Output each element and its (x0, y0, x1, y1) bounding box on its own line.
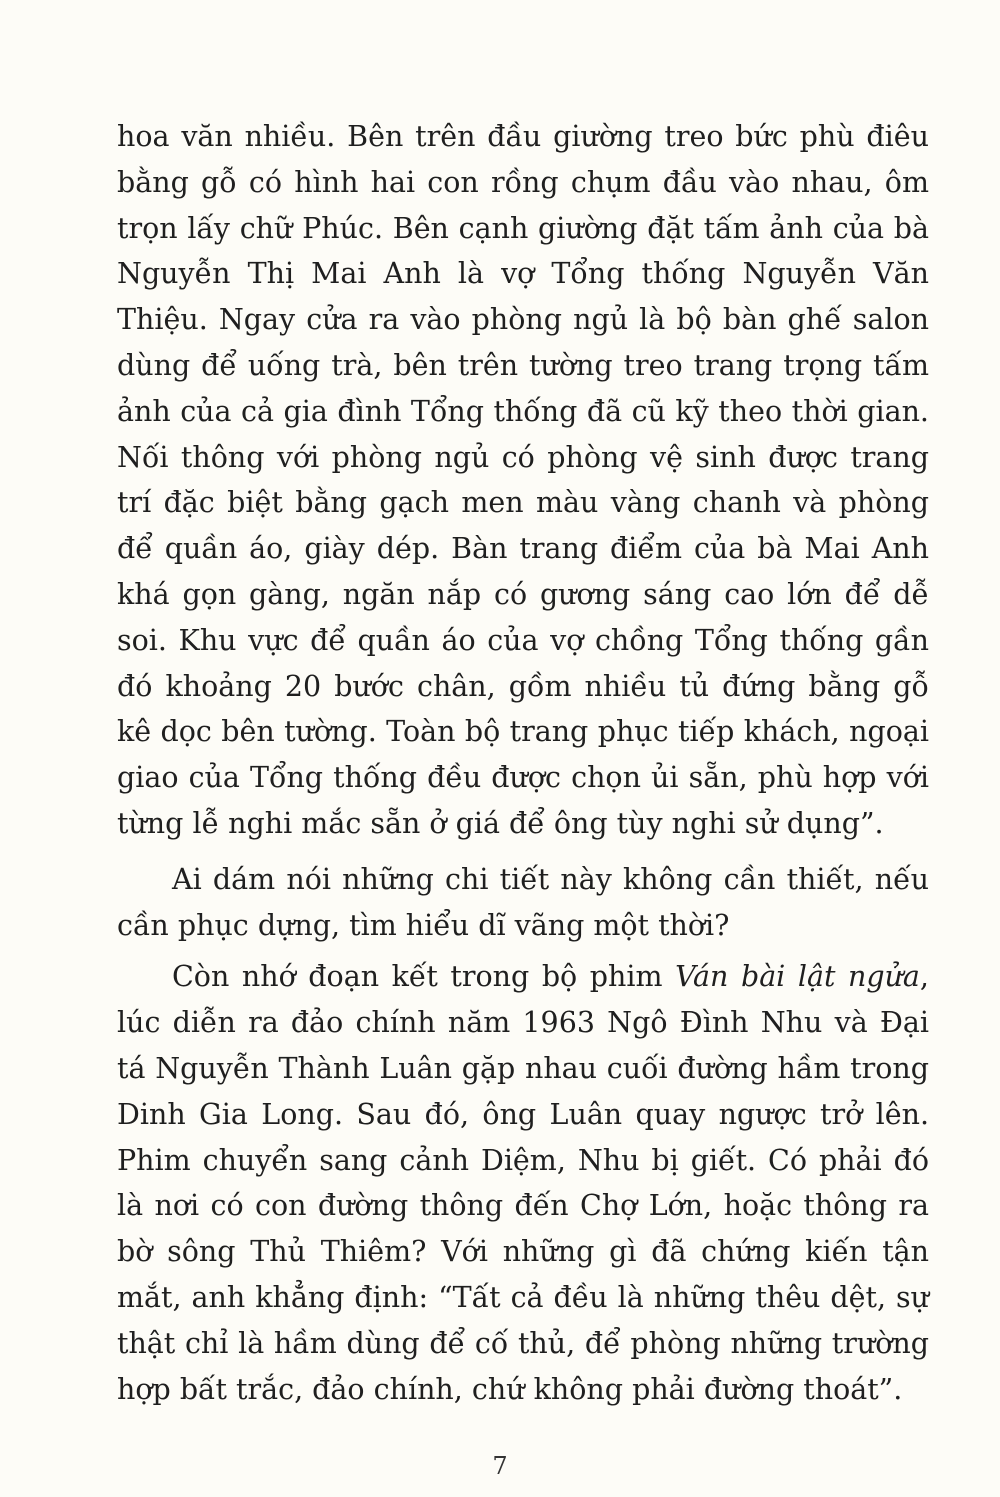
paragraph-film (117, 954, 929, 1412)
paragraph-film-start: Còn nhớ đoạn kết trong bộ phim (172, 960, 676, 994)
body-text (117, 114, 929, 1412)
film-title: Ván bài lật ngửa (675, 960, 920, 994)
page-number: 7 (492, 1452, 508, 1480)
paragraph-film-rest: , lúc diễn ra đảo chính năm 1963 Ngô Đình Nhu và Đại tá Nguyễn Thành Luân gặp nhau cuối đường hầm trong Dinh Gia Long. Sau đó, ông Luân quay ngược trở lên. Phim chuyển sang cảnh Diệm, Nhu bị giết. Có phải đó là nơi có con đường thông đến Chợ Lớn, hoặc thông ra bờ sông Thủ Thiêm? Với những gì đã chứng kiến tận mắt, anh khẳng định: “Tất cả đều là những thêu dệt, sự thật chỉ là hầm dùng để cố thủ, để phòng những trường hợp bất trắc, đảo chính, chứ không phải đường thoát”. (117, 960, 929, 1406)
paragraph-question: Ai dám nói những chi tiết này không cần thiết, nếu cần phục dựng, tìm hiểu dĩ vãng một thời? (117, 862, 929, 942)
paragraph-continued: hoa văn nhiều. Bên trên đầu giường treo bức phù điêu bằng gỗ có hình hai con rồng chụm đầu vào nhau, ôm trọn lấy chữ Phúc. Bên cạnh giường đặt tấm ảnh của bà Nguyễn Thị Mai Anh là vợ Tổng thống Nguyễn Văn Thiệu. Ngay cửa ra vào phòng ngủ là bộ bàn ghế salon dùng để uống trà, bên trên tường treo trang trọng tấm ảnh của cả gia đình Tổng thống đã cũ kỹ theo thời gian. Nối thông với phòng ngủ có phòng vệ sinh được trang trí đặc biệt bằng gạch men màu vàng chanh và phòng để quần áo, giày dép. Bàn trang điểm của bà Mai Anh khá gọn gàng, ngăn nắp có gương sáng cao lớn để dễ soi. Khu vực để quần áo của vợ chồng Tổng thống gần đó khoảng 20 bước chân, gồm nhiều tủ đứng bằng gỗ kê dọc bên tường. Toàn bộ trang phục tiếp khách, ngoại giao của Tổng thống đều được chọn ủi sẵn, phù hợp với từng lễ nghi mắc sẵn ở giá để ông tùy nghi sử dụng”. (117, 120, 929, 840)
